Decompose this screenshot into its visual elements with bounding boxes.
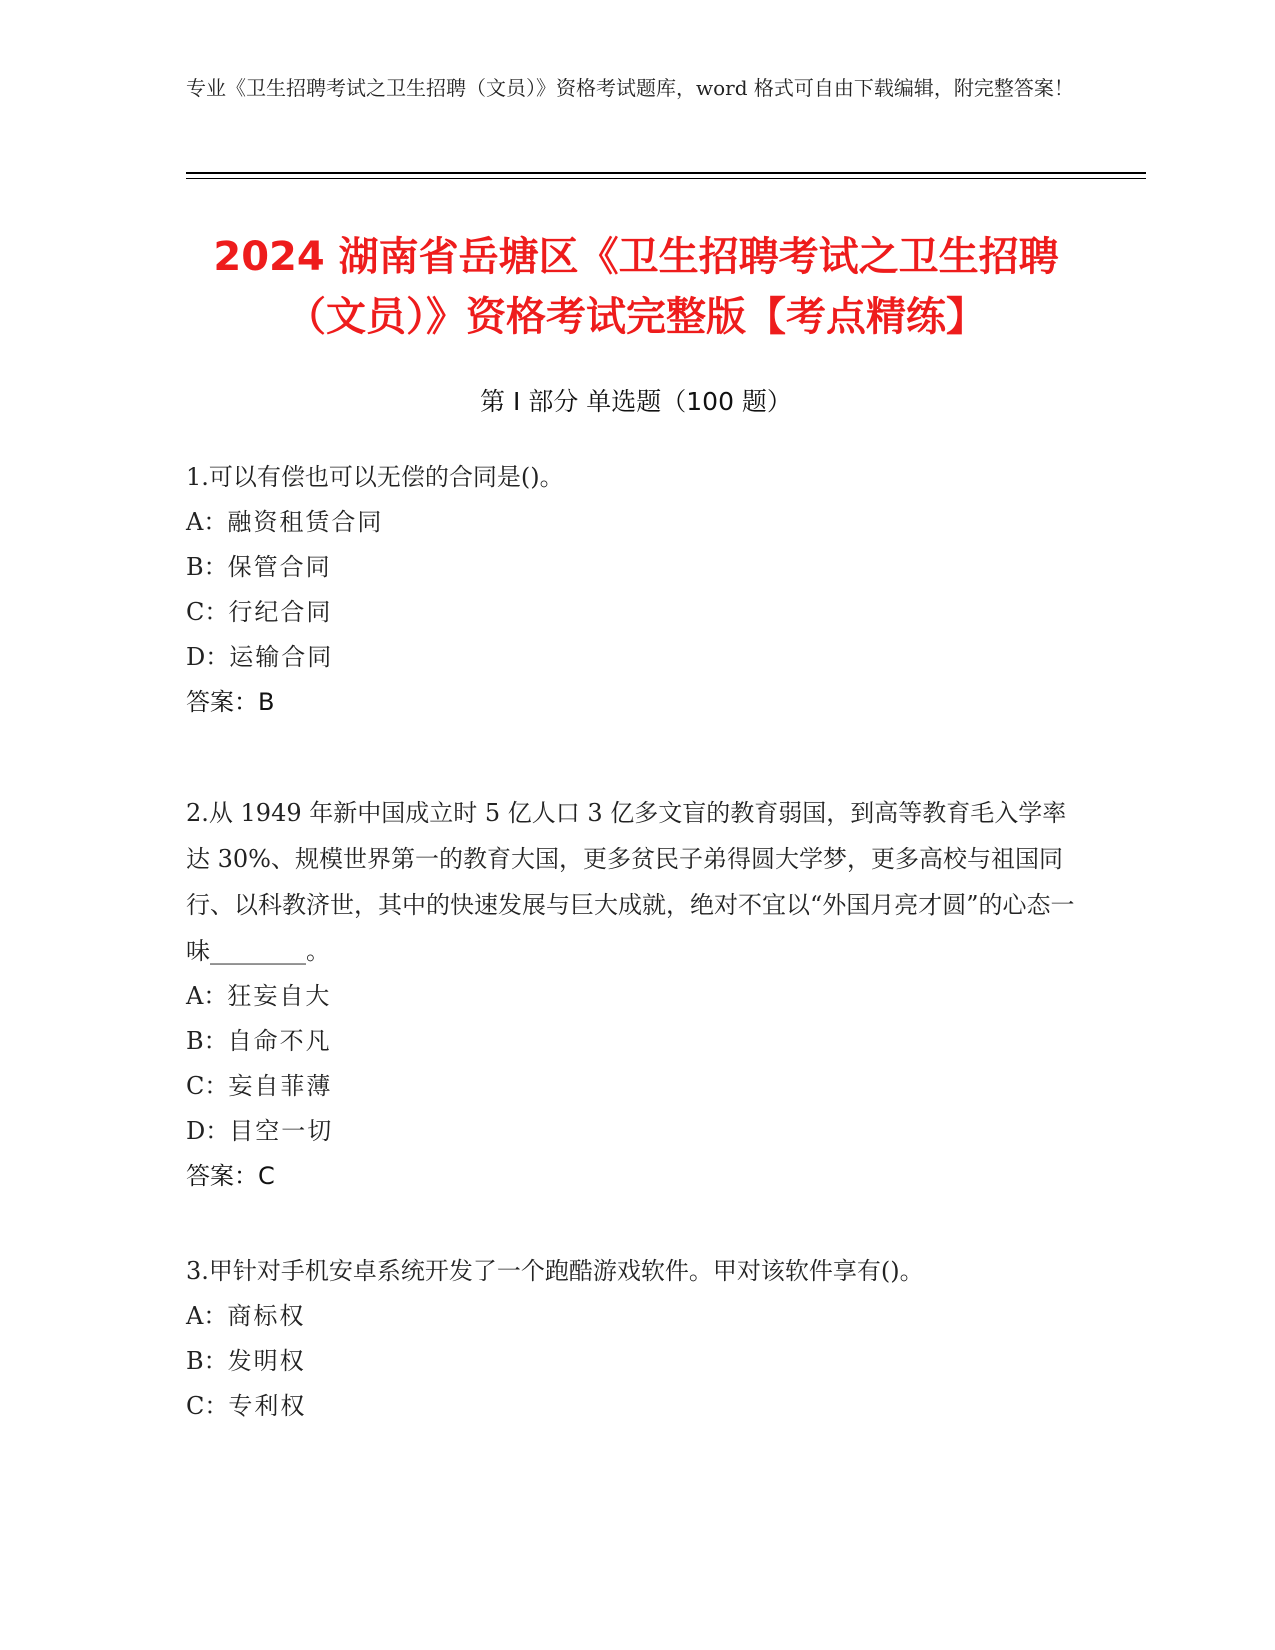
option-a xyxy=(186,1294,1076,1339)
option-text: 保管合同 xyxy=(227,553,332,581)
option-c xyxy=(186,1064,1076,1109)
option-text: 专利权 xyxy=(228,1392,307,1420)
option-text: 融资租赁合同 xyxy=(227,508,384,536)
option-d xyxy=(186,1109,1076,1154)
option-key: B： xyxy=(186,553,228,581)
option-key: C： xyxy=(186,598,229,626)
option-c xyxy=(186,1384,1076,1429)
question-2 xyxy=(186,790,1076,1199)
question-stem: 3.甲针对手机安卓系统开发了一个跑酷游戏软件。甲对该软件享有()。 xyxy=(186,1257,924,1285)
question-3 xyxy=(186,1248,1076,1429)
option-key: B： xyxy=(186,1027,228,1055)
section-title: 第 I 部分 单选题（100 题） xyxy=(480,387,792,416)
option-text: 自命不凡 xyxy=(227,1027,332,1055)
option-text: 发明权 xyxy=(227,1347,306,1375)
question-stem: 1.可以有偿也可以无偿的合同是()。 xyxy=(186,463,564,491)
option-key: B： xyxy=(186,1347,228,1375)
header-rule-thick xyxy=(186,172,1146,174)
option-a xyxy=(186,974,1076,1019)
option-key: A： xyxy=(186,1302,228,1330)
option-key: D： xyxy=(186,643,230,671)
option-text: 商标权 xyxy=(227,1302,306,1330)
option-key: D： xyxy=(186,1117,230,1145)
question-1 xyxy=(186,454,1076,725)
option-d xyxy=(186,635,1076,680)
question-stem: 2.从 1949 年新中国成立时 5 亿人口 3 亿多文盲的教育弱国，到高等教育毛入学率达 30%、规模世界第一的教育大国，更多贫民子弟得圆大学梦，更多高校与祖国同行、以科教济世，其中的快速发展与巨大成就，绝对不宜以“外国月亮才圆”的心态一味________。 xyxy=(186,799,1075,965)
answer-label: 答案：B xyxy=(186,688,275,716)
option-text: 行纪合同 xyxy=(228,598,333,626)
option-text: 狂妄自大 xyxy=(227,982,332,1010)
option-key: A： xyxy=(186,982,228,1010)
answer-label: 答案：C xyxy=(186,1162,275,1190)
option-b xyxy=(186,545,1076,590)
option-b xyxy=(186,1339,1076,1384)
option-b xyxy=(186,1019,1076,1064)
header-rule-thin xyxy=(186,178,1146,179)
option-key: C： xyxy=(186,1392,229,1420)
option-text: 目空一切 xyxy=(229,1117,334,1145)
option-a xyxy=(186,500,1076,545)
option-text: 妄自菲薄 xyxy=(228,1072,333,1100)
option-c xyxy=(186,590,1076,635)
option-key: C： xyxy=(186,1072,229,1100)
document-title: 2024 湖南省岳塘区《卫生招聘考试之卫生招聘（文员）》资格考试完整版【考点精练】 xyxy=(213,234,1059,340)
option-key: A： xyxy=(186,508,228,536)
header-note: 专业《卫生招聘考试之卫生招聘（文员）》资格考试题库，word 格式可自由下载编辑，附完整答案！ xyxy=(186,76,1074,100)
option-text: 运输合同 xyxy=(229,643,334,671)
